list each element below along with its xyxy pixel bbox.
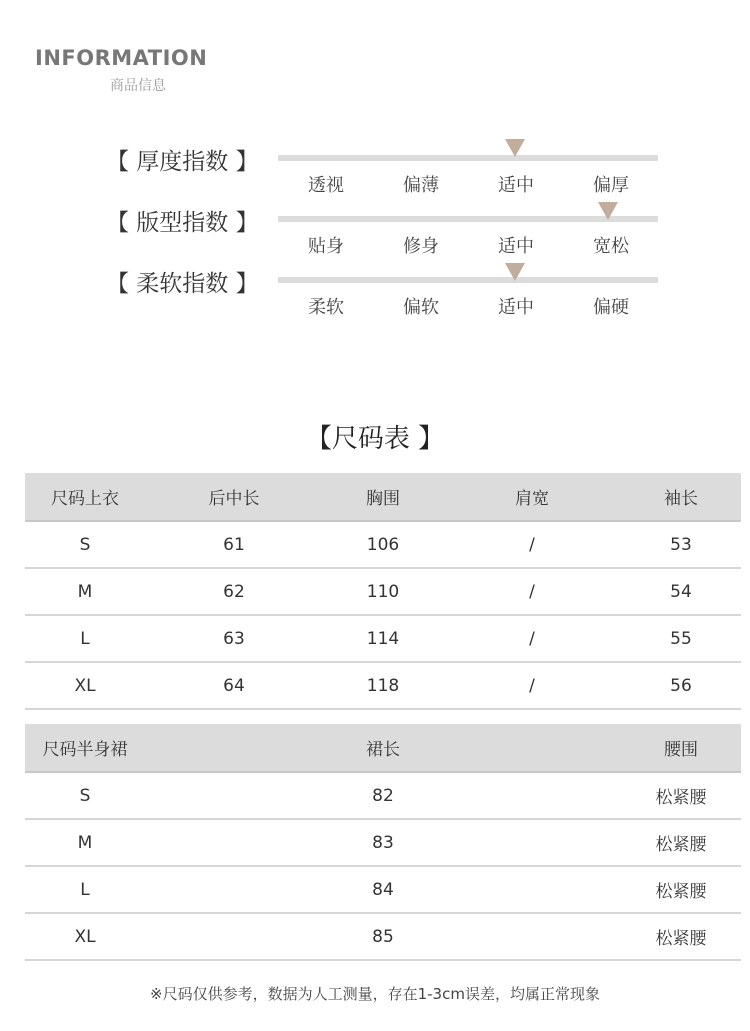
table-cell: 82 xyxy=(145,772,621,819)
index-bar xyxy=(278,155,658,161)
index-option: 适中 xyxy=(498,175,534,196)
index-label: 【 厚度指数 】 xyxy=(106,149,259,175)
table-row xyxy=(25,772,741,819)
column-header: 肩宽 xyxy=(443,473,621,521)
table-cell: 63 xyxy=(145,615,323,662)
table-row xyxy=(25,819,741,866)
table-cell: / xyxy=(443,568,621,615)
index-option: 宽松 xyxy=(593,236,629,257)
table-cell: 55 xyxy=(621,615,741,662)
table-cell: 61 xyxy=(145,521,323,568)
table-cell: 110 xyxy=(323,568,443,615)
table-cell: S xyxy=(25,521,145,568)
table-row xyxy=(25,913,741,960)
index-option: 贴身 xyxy=(308,236,344,257)
info-title: INFORMATION xyxy=(35,46,208,70)
table-cell: 松紧腰 xyxy=(621,913,741,960)
table-cell: / xyxy=(443,615,621,662)
table-cell: XL xyxy=(25,913,145,960)
index-option: 偏厚 xyxy=(593,175,629,196)
table-cell: 106 xyxy=(323,521,443,568)
table-cell: 83 xyxy=(145,819,621,866)
table-cell: / xyxy=(443,662,621,709)
index-label: 【 版型指数 】 xyxy=(106,210,259,236)
table-cell: L xyxy=(25,615,145,662)
softness-index xyxy=(0,269,750,329)
table-cell: 松紧腰 xyxy=(621,772,741,819)
index-label: 【 柔软指数 】 xyxy=(106,271,259,297)
index-option: 柔软 xyxy=(308,297,344,318)
table-cell: L xyxy=(25,866,145,913)
index-option: 适中 xyxy=(498,297,534,318)
table-row xyxy=(25,615,741,662)
table-cell: 54 xyxy=(621,568,741,615)
column-header: 胸围 xyxy=(323,473,443,521)
table-header-row xyxy=(25,724,741,772)
table-row xyxy=(25,568,741,615)
table-cell: 53 xyxy=(621,521,741,568)
table-cell: XL xyxy=(25,662,145,709)
table-cell: 85 xyxy=(145,913,621,960)
index-option: 修身 xyxy=(403,236,439,257)
column-header: 后中长 xyxy=(145,473,323,521)
index-bar xyxy=(278,277,658,283)
table-header-row xyxy=(25,473,741,521)
table-cell: 松紧腰 xyxy=(621,866,741,913)
column-header: 尺码半身裙 xyxy=(25,724,145,772)
table-row xyxy=(25,521,741,568)
top-size-table xyxy=(25,473,741,710)
column-header: 尺码上衣 xyxy=(25,473,145,521)
index-option: 适中 xyxy=(498,236,534,257)
fit-index xyxy=(0,208,750,268)
table-cell: / xyxy=(443,521,621,568)
index-option: 偏硬 xyxy=(593,297,629,318)
selected-marker-icon xyxy=(505,263,525,281)
size-chart-title: 【尺码表 】 xyxy=(305,424,445,454)
selected-marker-icon xyxy=(505,139,525,157)
table-cell: 118 xyxy=(323,662,443,709)
table-row xyxy=(25,662,741,709)
table-cell: 114 xyxy=(323,615,443,662)
index-option: 偏软 xyxy=(403,297,439,318)
skirt-size-table xyxy=(25,724,741,961)
table-cell: M xyxy=(25,819,145,866)
measurement-note: ※尺码仅供参考，数据为人工测量，存在1-3cm误差，均属正常现象 xyxy=(150,985,600,1003)
index-option: 透视 xyxy=(308,175,344,196)
table-cell: M xyxy=(25,568,145,615)
table-cell: 松紧腰 xyxy=(621,819,741,866)
table-cell: 56 xyxy=(621,662,741,709)
table-row xyxy=(25,866,741,913)
column-header: 裙长 xyxy=(145,724,621,772)
table-cell: S xyxy=(25,772,145,819)
selected-marker-icon xyxy=(598,202,618,220)
column-header: 袖长 xyxy=(621,473,741,521)
table-cell: 62 xyxy=(145,568,323,615)
table-cell: 84 xyxy=(145,866,621,913)
info-subtitle: 商品信息 xyxy=(110,78,166,94)
table-cell: 64 xyxy=(145,662,323,709)
thickness-index xyxy=(0,147,750,207)
index-option: 偏薄 xyxy=(403,175,439,196)
column-header: 腰围 xyxy=(621,724,741,772)
